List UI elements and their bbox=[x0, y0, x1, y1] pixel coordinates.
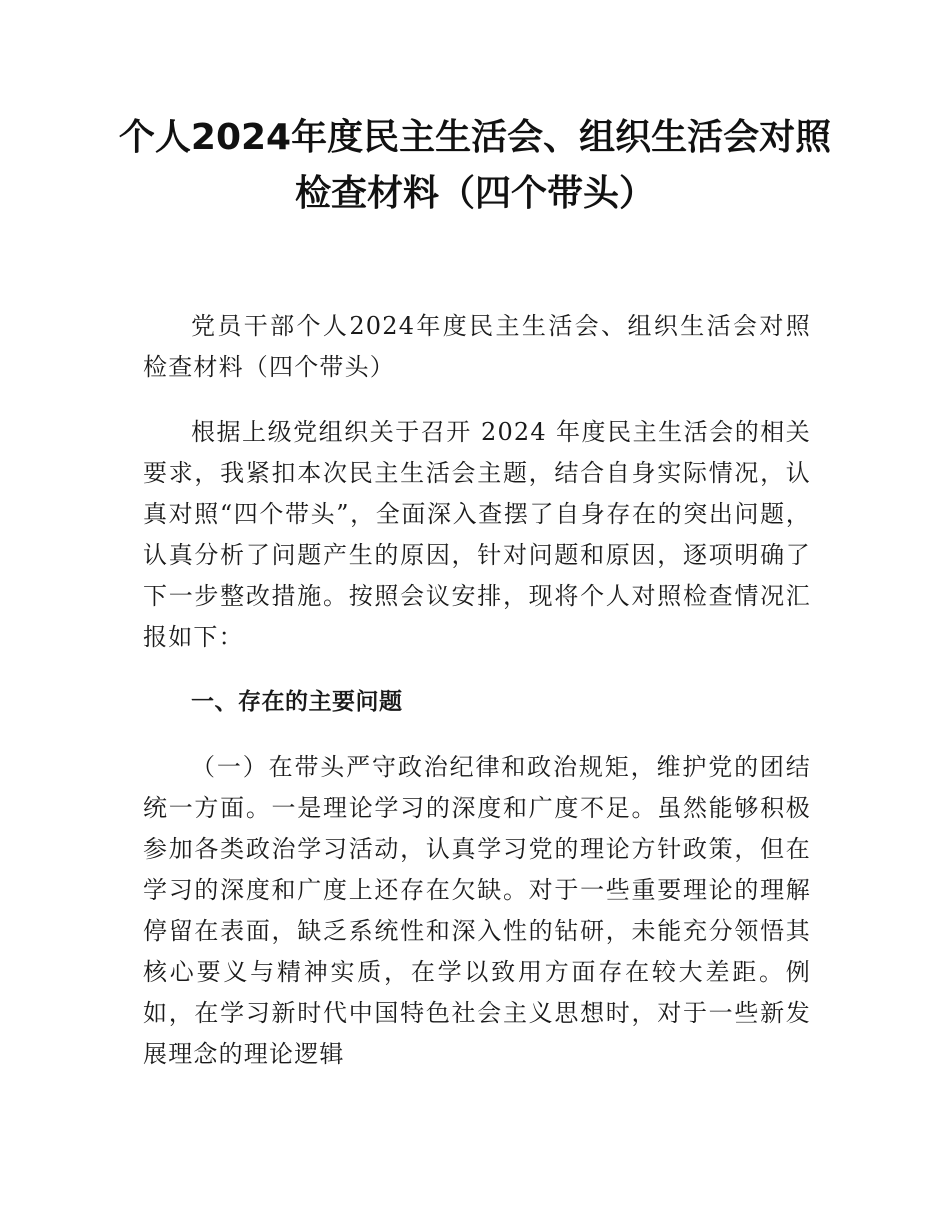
intro-paragraph: 根据上级党组织关于召开 2024 年度民主生活会的相关要求，我紧扣本次民主生活会主题，结合自身实际情况，认真对照“四个带头”，全面深入查摆了自身存在的突出问题，认真分析了问题产生的原因，针对问题和原因，逐项明确了下一步整改措施。按照会议安排，现将个人对照检查情况汇报如下： bbox=[143, 418, 811, 651]
document-title-line-1: 个人2024年度民主生活会、组织生活会对照 bbox=[118, 117, 832, 158]
section-paragraph: （一）在带头严守政治纪律和政治规矩，维护党的团结统一方面。一是理论学习的深度和广度不足。虽然能够积极参加各类政治学习活动，认真学习党的理论方针政策，但在学习的深度和广度上还存在欠缺。对于一些重要理论的理解停留在表面，缺乏系统性和深入性的钻研，未能充分领悟其核心要义与精神实质，在学以致用方面存在较大差距。例如，在学习新时代中国特色社会主义思想时，对于一些新发展理念的理论逻辑 bbox=[143, 753, 811, 1068]
document-body bbox=[143, 306, 811, 1075]
subtitle-paragraph: 党员干部个人2024年度民主生活会、组织生活会对照检查材料（四个带头） bbox=[143, 312, 811, 381]
document-title-line-2: 检查材料（四个带头） bbox=[294, 173, 655, 214]
section-heading: 一、存在的主要问题 bbox=[191, 689, 403, 715]
document-title bbox=[100, 110, 850, 222]
